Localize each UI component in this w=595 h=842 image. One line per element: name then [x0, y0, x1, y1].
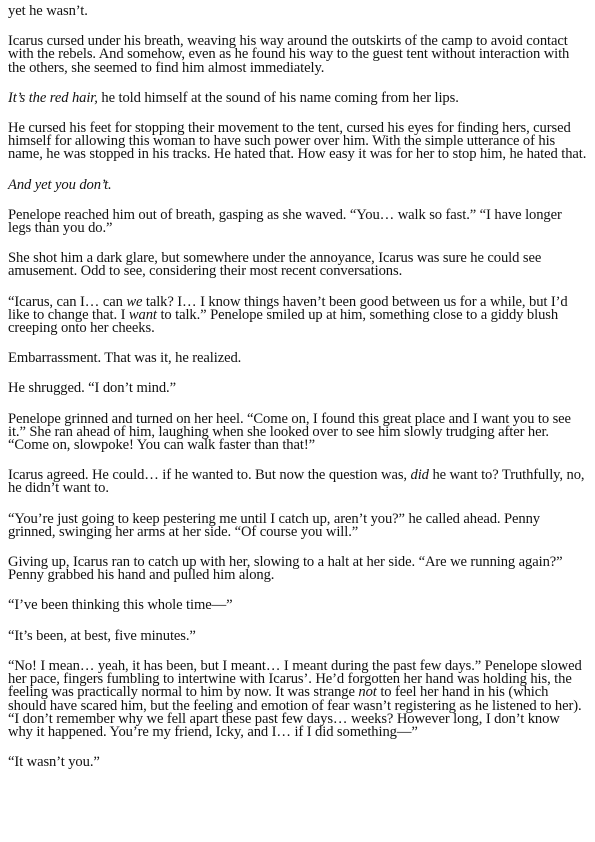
italic-emphasis: not: [358, 684, 377, 701]
paragraph-5: [8, 176, 587, 193]
paragraph-13: “You’re just going to keep pestering me until I catch up, aren’t you?” he called ahead. Penny grinned, swinging her arms at her side. “Of course you will.”: [8, 510, 540, 540]
paragraph-8: “Icarus, can I… can we talk? I… I know things haven’t been good between us for a while, but I’d like to change that. I want to talk.” Penelope smiled up at him, something close to a giddy blush creeping onto her cheeks.: [8, 293, 568, 337]
paragraph-4: He cursed his feet for stopping their movement to the tent, cursed his eyes for finding hers, cursed himself for allowing this woman to have such power over him. With the simple utterance of his name, he was stopped in his tracks. He hated that. How easy it was for her to stop him, he hated that.: [8, 120, 587, 163]
italic-emphasis: did: [410, 467, 429, 484]
paragraph-18: “It wasn’t you.”: [8, 754, 100, 771]
italic-thought: It’s the red hair,: [8, 89, 98, 106]
italic-thought: And yet you don’t.: [8, 176, 112, 193]
paragraph-16: “It’s been, at best, five minutes.”: [8, 627, 196, 644]
paragraph-11: Penelope grinned and turned on her heel. “Come on, I found this great place and I want you to see it.” She ran ahead of him, laughing when she looked over to see him slowly trudging after her. “Come on, slowpoke! You can walk faster than that!”: [8, 410, 571, 454]
paragraph-9: Embarrassment. That was it, he realized.: [8, 350, 242, 367]
italic-emphasis: we: [126, 293, 143, 310]
paragraph-1: yet he wasn’t.: [8, 3, 88, 19]
paragraph-6: Penelope reached him out of breath, gasping as she waved. “You… walk so fast.” “I have longer legs than you do.”: [8, 206, 562, 237]
paragraph-15: “I’ve been thinking this whole time—”: [8, 597, 233, 614]
paragraph-12: Icarus agreed. He could… if he wanted to. But now the question was, did he want to? Truthfully, no, he didn’t want to.: [8, 467, 585, 497]
paragraph-2: Icarus cursed under his breath, weaving his way around the outskirts of the camp to avoid contact with the rebels. And somehow, even as he found his way to the guest tent without interaction with the others, she seemed to find him almost immediately.: [8, 33, 570, 76]
italic-emphasis: want: [128, 306, 157, 323]
paragraph-17: “No! I mean… yeah, it has been, but I meant… I meant during the past few days.” Penelope slowed her pace, fingers fumbling to intertwine with Icarus’. He’d forgotten her hand was holding his, the feeling was practically normal to him by now. It was strange not to feel her hand in his (which should have scared him, but the feeling and emotion of fear wasn’t registering as he listened to her). “I don’t remember why we fell apart these past few days… weeks? However long, I don’t know why it happened. You’re my friend, Icky, and I… if I did something—”: [8, 657, 582, 740]
paragraph-14: Giving up, Icarus ran to catch up with her, slowing to a halt at her side. “Are we running again?” Penny grabbed his hand and pulled him along.: [8, 554, 563, 584]
paragraph-7: She shot him a dark glare, but somewhere under the annoyance, Icarus was sure he could see amusement. Odd to see, considering their most recent conversations.: [8, 250, 542, 280]
paragraph-3: It’s the red hair, he told himself at the sound of his name coming from her lips.: [8, 89, 459, 106]
paragraph-10: He shrugged. “I don’t mind.”: [8, 380, 176, 397]
